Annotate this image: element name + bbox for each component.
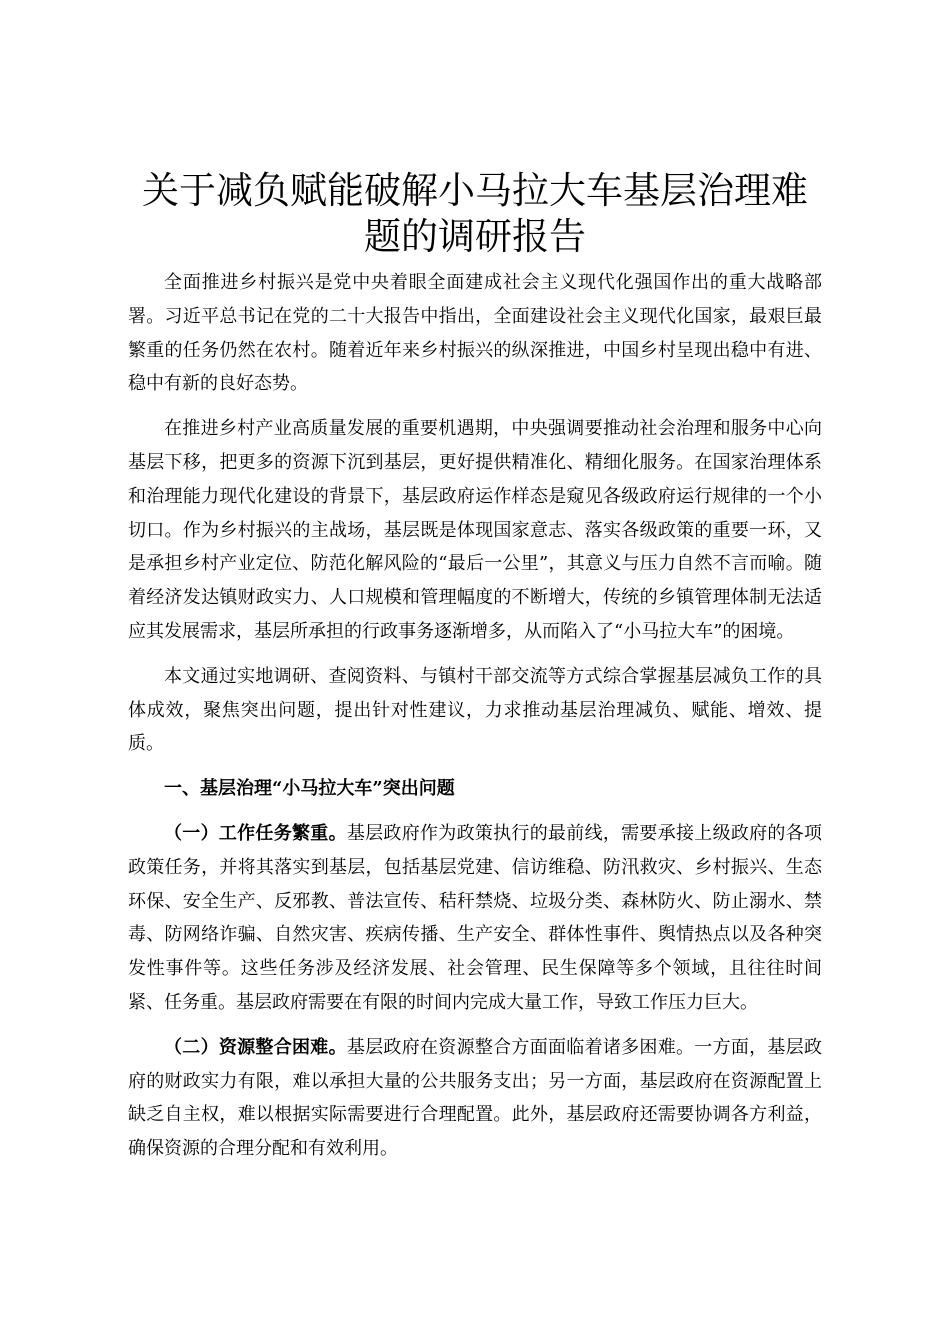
intro-paragraph-1: 全面推进乡村振兴是党中央着眼全面建成社会主义现代化强国作出的重大战略部署。习近平总书记在党的二十大报告中指出，全面建设社会主义现代化国家，最艰巨最繁重的任务仍然在农村。随着近年来乡村振兴的纵深推进，中国乡村呈现出稳中有进、稳中有新的良好态势。 — [128, 272, 822, 395]
section-item-2-text: 基层政府在资源整合方面面临着诸多困难。一方面，基层政府的财政实力有限，难以承担大量的公共服务支出；另一方面，基层政府在资源配置上缺乏自主权，难以根据实际需要进行合理配置。此外，基层政府还需要协调各方利益，确保资源的合理分配和有效利用。 — [128, 1036, 822, 1160]
section-item-1 — [128, 817, 822, 1020]
section-item-2 — [128, 1031, 822, 1166]
intro-paragraph-2: 在推进乡村产业高质量发展的重要机遇期，中央强调要推动社会治理和服务中心向基层下移，把更多的资源下沉到基层，更好提供精准化、精细化服务。在国家治理体系和治理能力现代化建设的背景下，基层政府运作样态是窥见各级政府运行规律的一个小切口。作为乡村振兴的主战场，基层既是体现国家意志、落实各级政策的重要一环，又是承担乡村产业定位、防范化解风险的“最后一公里”，其意义与压力自然不言而喻。随着经济发达镇财政实力、人口规模和管理幅度的不断增大，传统的乡镇管理体制无法适应其发展需求，基层所承担的行政事务逐渐增多，从而陷入了“小马拉大车”的困境。 — [128, 418, 822, 642]
document-page — [128, 168, 822, 1177]
section-item-1-label: （一）工作任务繁重。 — [164, 822, 347, 844]
section-heading: 一、基层治理“小马拉大车”突出问题 — [164, 778, 455, 800]
section-item-1-text: 基层政府作为政策执行的最前线，需要承接上级政府的各项政策任务，并将其落实到基层，包括基层党建、信访维稳、防汛救灾、乡村振兴、生态环保、安全生产、反邪教、普法宣传、秸秆禁烧、垃圾分类、森林防火、防止溺水、禁毒、防网络诈骗、自然灾害、疾病传播、生产安全、群体性事件、舆情热点以及各种突发性事件等。这些任务涉及经济发展、社会管理、民生保障等多个领域，且往往时间紧、任务重。基层政府需要在有限的时间内完成大量工作，导致工作压力巨大。 — [128, 822, 822, 1013]
document-title: 关于减负赋能破解小马拉大车基层治理难题的调研报告 — [142, 169, 808, 258]
intro-paragraph-3: 本文通过实地调研、查阅资料、与镇村干部交流等方式综合掌握基层减负工作的具体成效，聚焦突出问题，提出针对性建议，力求推动基层治理减负、赋能、增效、提质。 — [128, 665, 822, 755]
section-item-2-label: （二）资源整合困难。 — [164, 1036, 347, 1058]
